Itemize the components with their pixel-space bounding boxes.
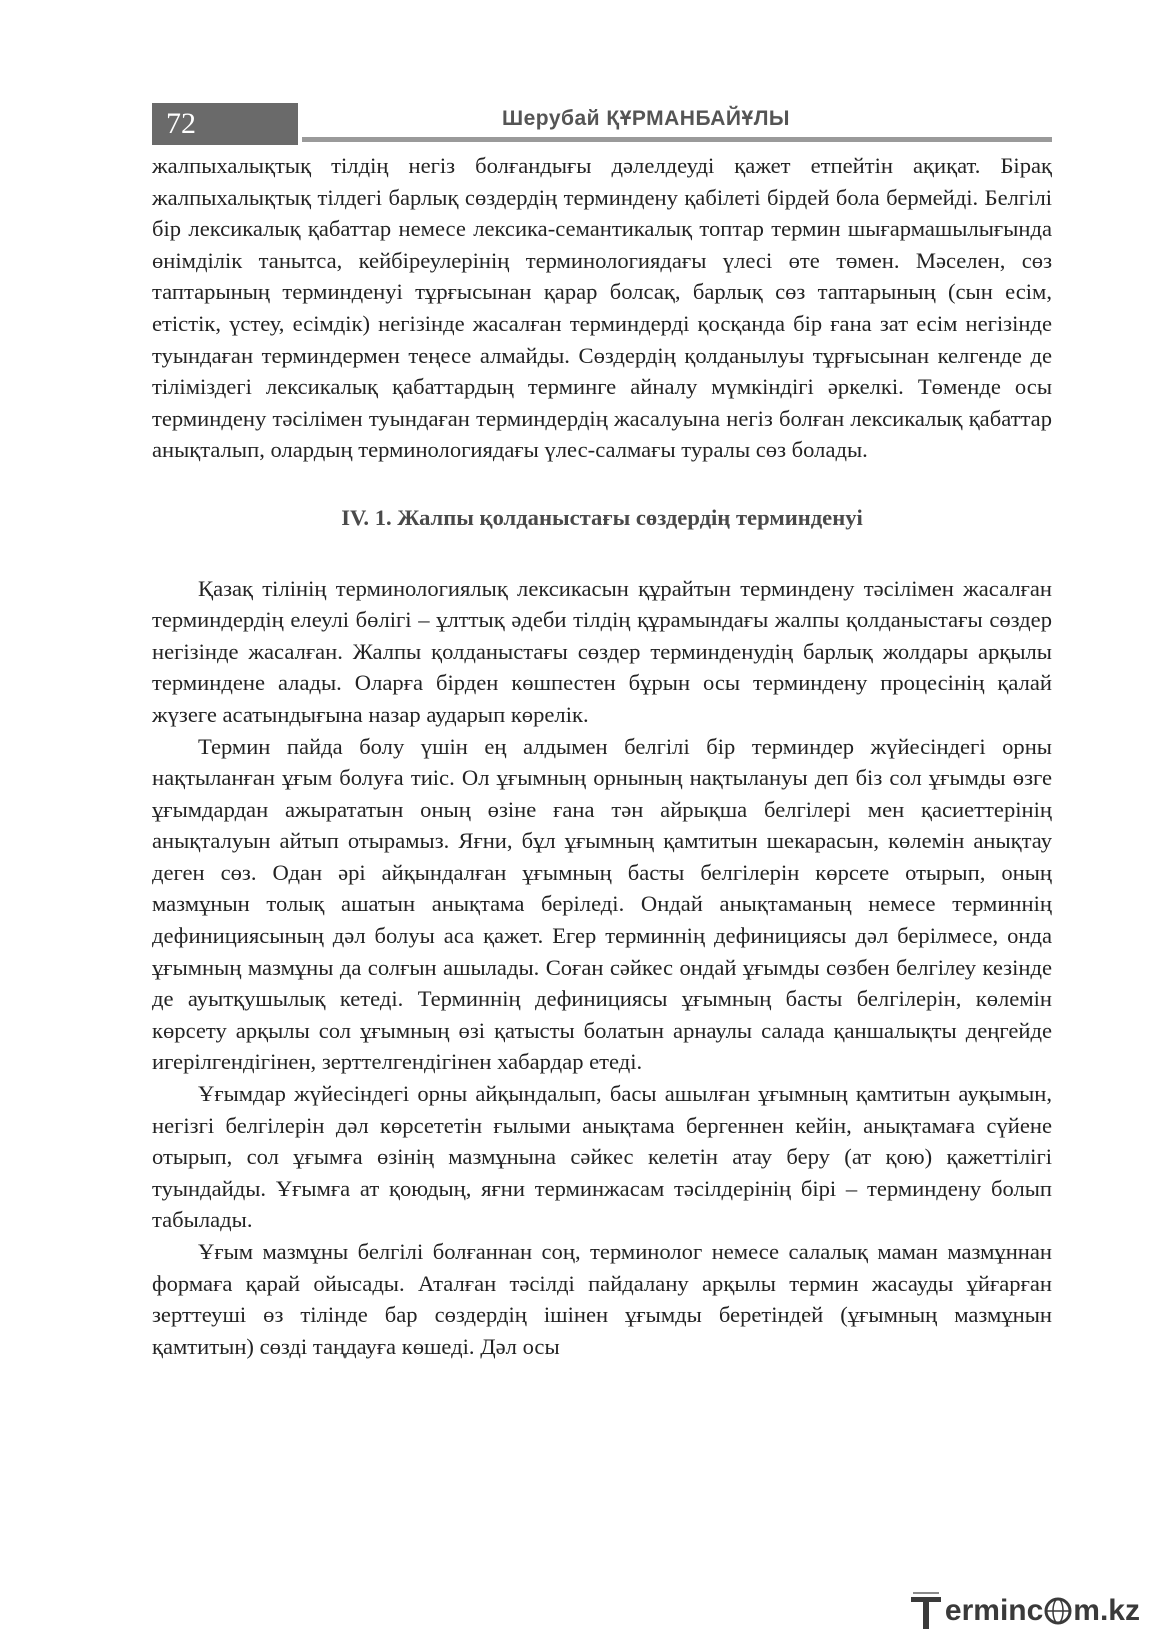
page-content <box>152 150 1052 1362</box>
page-header <box>152 103 1052 145</box>
watermark-text-suffix: m.kz <box>1073 1594 1140 1627</box>
globe-icon <box>1043 1596 1073 1626</box>
page-number: 72 <box>152 103 298 145</box>
paragraph: Ұғымдар жүйесіндегі орны айқындалып, басы ашылған ұғымның қамтитын ауқымын, негізгі белгілерін дәл көрсететін ғылыми анықтама бергеннен кейін, анықтамаға сүйене отырып, сол ұғымға өзінің мазмұнына сәйкес келетін атау беру (ат қою) қажеттілігі туындайды. Ұғымға ат қоюдың, яғни терминжасам тәсілдерінің бірі – терминдену болып табылады. <box>152 1081 1052 1233</box>
watermark-text-prefix: ermin <box>944 1594 1027 1627</box>
paragraph: Ұғым мазмұны белгілі болғаннан соң, терминолог немесе салалық маман мазмұннан формаға қарай ойысады. Аталған тәсілді пайдалану арқылы термин жасауды ұйғарған зерттеуші өз тілінде бар сөздердің ішінен ұғымды беретіндей (ұғымның мазмұнын қамтитын) сөзді таңдауға көшеді. Дәл осы <box>152 1239 1052 1359</box>
paragraph-continued: жалпыхалықтық тілдің негіз болғандығы дәлелдеуді қажет етпейтін ақиқат. Бірақ жалпыхалықтық тілдегі барлық сөздердің терминдену қабілеті бірдей бола бермейді. Белгілі бір лексикалық қабаттар немесе лексика-семантикалық топтар термин шығармашылығында өнімділік танытса, кейбіреулерінің терминологиядағы үлесі өте төмен. Мәселен, сөз таптарының терминденуі тұрғысынан қарар болсақ, барлық сөз таптарының (сын есім, етістік, үстеу, есімдік) негізінде жасалған терминдерді қосқанда бір ғана зат есім негізінде туындаған терминдермен теңесе алмайды. Сөздердің қолданылуы тұрғысынан келгенде де тіліміздегі лексикалық қабаттардың терминге айналу мүмкіндігі әркелкі. Төменде осы терминдену тәсілімен туындаған терминдердің жасалуына негіз болған лексикалық қабаттар анықталып, олардың терминологиядағы үлес-салмағы туралы сөз болады. <box>152 153 1052 463</box>
section-title: IV. 1. Жалпы қолданыстағы сөздердің терминденуі <box>341 504 863 530</box>
t-logo-icon <box>909 1591 943 1631</box>
header-rule <box>302 137 1052 142</box>
paragraph: Қазақ тілінің терминологиялық лексикасын құрайтын терминдену тәсілімен жасалған терминдердің елеулі бөлігі – ұлттық әдеби тілдің құрамындағы жалпы қолданыстағы сөздер негізінде жасалған. Жалпы қолданыстағы сөздер терминденудің барлық жолдары арқылы терминдене алады. Оларға бірден көшпестен бұрын осы терминдену процесінің қалай жүзеге асатындығына назар аударып көрелік. <box>152 575 1052 727</box>
paragraph: Термин пайда болу үшін ең алдымен белгілі бір терминдер жүйесіндегі орны нақтыланған ұғым болуға тиіс. Ол ұғымның орнының нақтылануы деп біз сол ұғымды өзге ұғымдардан ажырататын оның өзіне ғана тән айрықша белгілері мен қасиеттерінің анықталуын айтып отырамыз. Яғни, бұл ұғымның қамтитын шекарасын, көлемін анықтау деген сөз. Одан әрі айқындалған ұғымның басты белгілерін көрсете отырып, оның мазмұнын толық ашатын анықтама беріледі. Ондай анықтаманың немесе терминнің дефинициясының дәл болуы аса қажет. Егер терминнің дефинициясы дәл берілмесе, онда ұғымның мазмұны да солғын ашылады. Соған сәйкес ондай ұғымды сөзбен белгілеу кезінде де ауытқушылық кетеді. Терминнің дефинициясы ұғымның басты белгілерін, көлемін көрсету арқылы сол ұғымның өзі қатысты болатын арнаулы салада қаншалықты деңгейде игерілгендігінен, зерттелгендігінен хабардар етеді. <box>152 733 1052 1075</box>
watermark-text-c: c <box>1026 1594 1044 1627</box>
running-head: Шерубай ҚҰРМАНБАЙҰЛЫ <box>502 107 790 130</box>
watermark <box>909 1589 1140 1633</box>
